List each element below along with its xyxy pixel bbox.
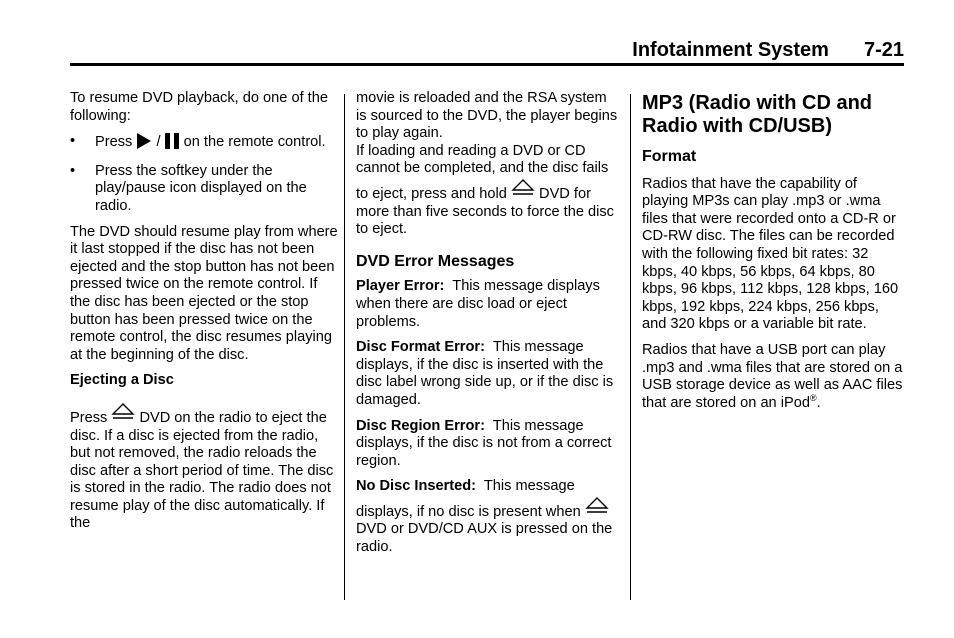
column-divider-2 [630,94,631,600]
list-item: • Press / on the remote control. [70,133,338,155]
force-eject-paragraph: If loading and reading a DVD or CD cannot be completed, and the disc fails to eject, press and hold DVD for more than five seconds to force the disc to eject. [356,142,614,238]
column-2 [356,90,620,565]
error-disc-region: Disc Region Error: This message displays, if the disc is not from a correct region. [356,417,612,469]
bullet: • [70,162,76,179]
ejecting-paragraph: Press DVD on the radio to eject the disc. If a disc is ejected from the radio, but not removed, the radio reloads the disc after a short period of time. The disc is stored in the radio. The radio does not resume play of the disc automatically. If the [70,402,338,533]
resume-options-list [70,133,338,215]
format-paragraph: Radios that have the capability of playing MP3s can play .mp3 or .wma files that were recorded onto a CD-R or CD-RW disc. The files can be recorded with the following fixed bit rates: 32 kbps, 40 kbps, 56 kbps, 64 kbps, 80 kbps, 96 kbps, 112 kbps, 128 kbps, 160 kbps, 192 kbps, 224 kbps, 256 kbps, and 320 kbps or a variable bit rate. [642,175,899,333]
resume-intro: To resume DVD playback, do one of the following: [70,90,328,124]
dvd-error-heading: DVD Error Messages [356,252,515,270]
error-player: Player Error: This message displays when there are disc load or eject problems. [356,278,600,330]
page-header [70,38,904,62]
usb-paragraph: Radios that have a USB port can play .mp3 and .wma files that are stored on a USB storage device as well as AAC files that are stored on an iPod®. [642,341,903,411]
resume-paragraph: The DVD should resume play from where it last stopped if the disc has not been ejected and the stop button has not been pressed twice on the remote control. If the disc has been ejected or the stop button has been pressed twice on the remote control, the disc resumes playing at the beginning of the disc. [70,223,338,363]
eject-icon [511,178,535,198]
section-title: Infotainment System [632,38,829,61]
mp3-title: MP3 (Radio with CD and Radio with CD/USB) [642,92,872,137]
column-3 [642,90,906,420]
column-1 [70,90,338,541]
format-heading: Format [642,148,697,165]
play-icon [136,133,152,155]
list-item: • Press the softkey under the play/pause icon displayed on the radio. [70,162,307,214]
page-number: 7-21 [863,38,904,61]
continued-paragraph: movie is reloaded and the RSA system is sourced to the DVD, the player begins to play again. [356,90,618,142]
registered-mark: ® [809,392,817,403]
column-divider-1 [344,94,345,600]
header-rule [70,63,904,66]
error-no-disc: No Disc Inserted: This message displays, if no disc is present when DVD or DVD/CD AUX is pressed on the radio. [356,478,613,556]
eject-icon [585,496,609,516]
error-disc-format: Disc Format Error: This message displays, if the disc is inserted with the disc label wrong side up, or if the disc is damaged. [356,339,614,408]
bullet: • [70,133,76,150]
pause-icon [165,133,180,155]
ejecting-disc-heading: Ejecting a Disc [70,372,174,389]
eject-icon [111,402,135,422]
